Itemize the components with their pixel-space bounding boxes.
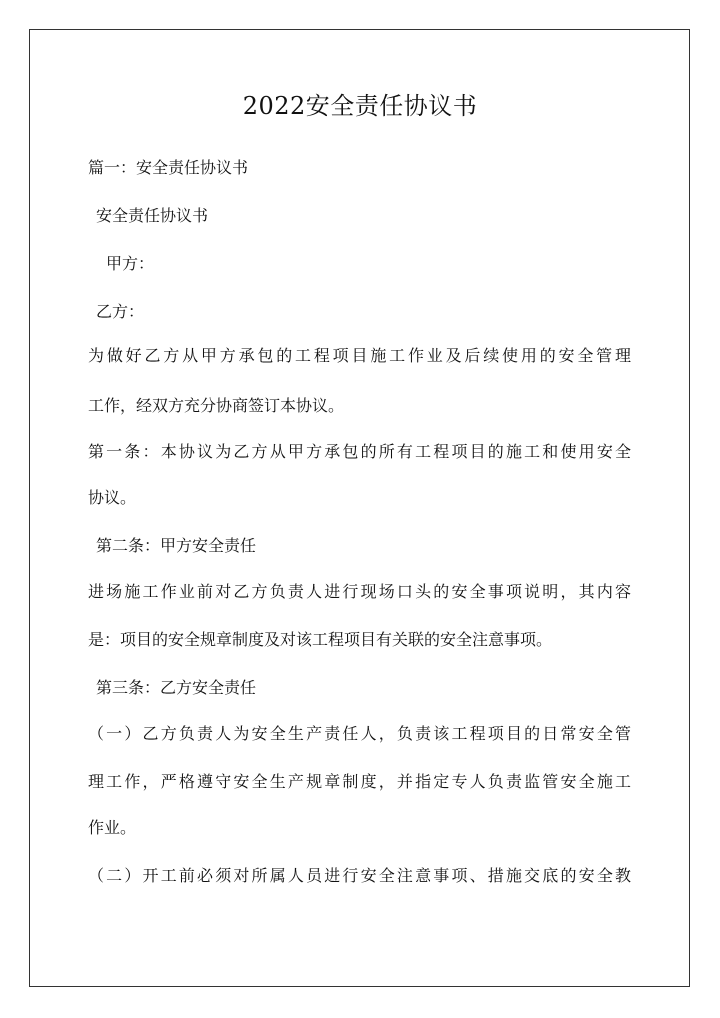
agreement-subtitle: 安全责任协议书 bbox=[96, 206, 209, 225]
party-a-label: 甲方： bbox=[106, 254, 155, 273]
intro-line-1: 为做好乙方从甲方承包的工程项目施工作业及后续使用的安全管理 bbox=[88, 346, 631, 365]
article3-item1-line-3: 作业。 bbox=[88, 818, 137, 837]
article1-line-2: 协议。 bbox=[88, 488, 137, 507]
article2-heading: 第二条：甲方安全责任 bbox=[96, 536, 257, 555]
party-b-label: 乙方： bbox=[96, 302, 145, 321]
article3-item1-line-2: 理工作，严格遵守安全生产规章制度，并指定专人负责监管安全施工 bbox=[88, 772, 631, 791]
article3-item1-line-1: （一）乙方负责人为安全生产责任人，负责该工程项目的日常安全管 bbox=[88, 724, 631, 743]
document-title: 2022安全责任协议书 bbox=[242, 92, 478, 120]
intro-line-2: 工作，经双方充分协商签订本协议。 bbox=[88, 396, 345, 415]
article3-item2-line-1: （二）开工前必须对所属人员进行安全注意事项、措施交底的安全教 bbox=[88, 866, 631, 885]
article3-heading: 第三条：乙方安全责任 bbox=[96, 678, 257, 697]
article1-line-1: 第一条：本协议为乙方从甲方承包的所有工程项目的施工和使用安全 bbox=[88, 442, 631, 461]
article2-line-2: 是：项目的安全规章制度及对该工程项目有关联的安全注意事项。 bbox=[88, 630, 553, 649]
section-heading: 篇一：安全责任协议书 bbox=[88, 158, 249, 177]
article2-line-1: 进场施工作业前对乙方负责人进行现场口头的安全事项说明，其内容 bbox=[88, 582, 631, 601]
